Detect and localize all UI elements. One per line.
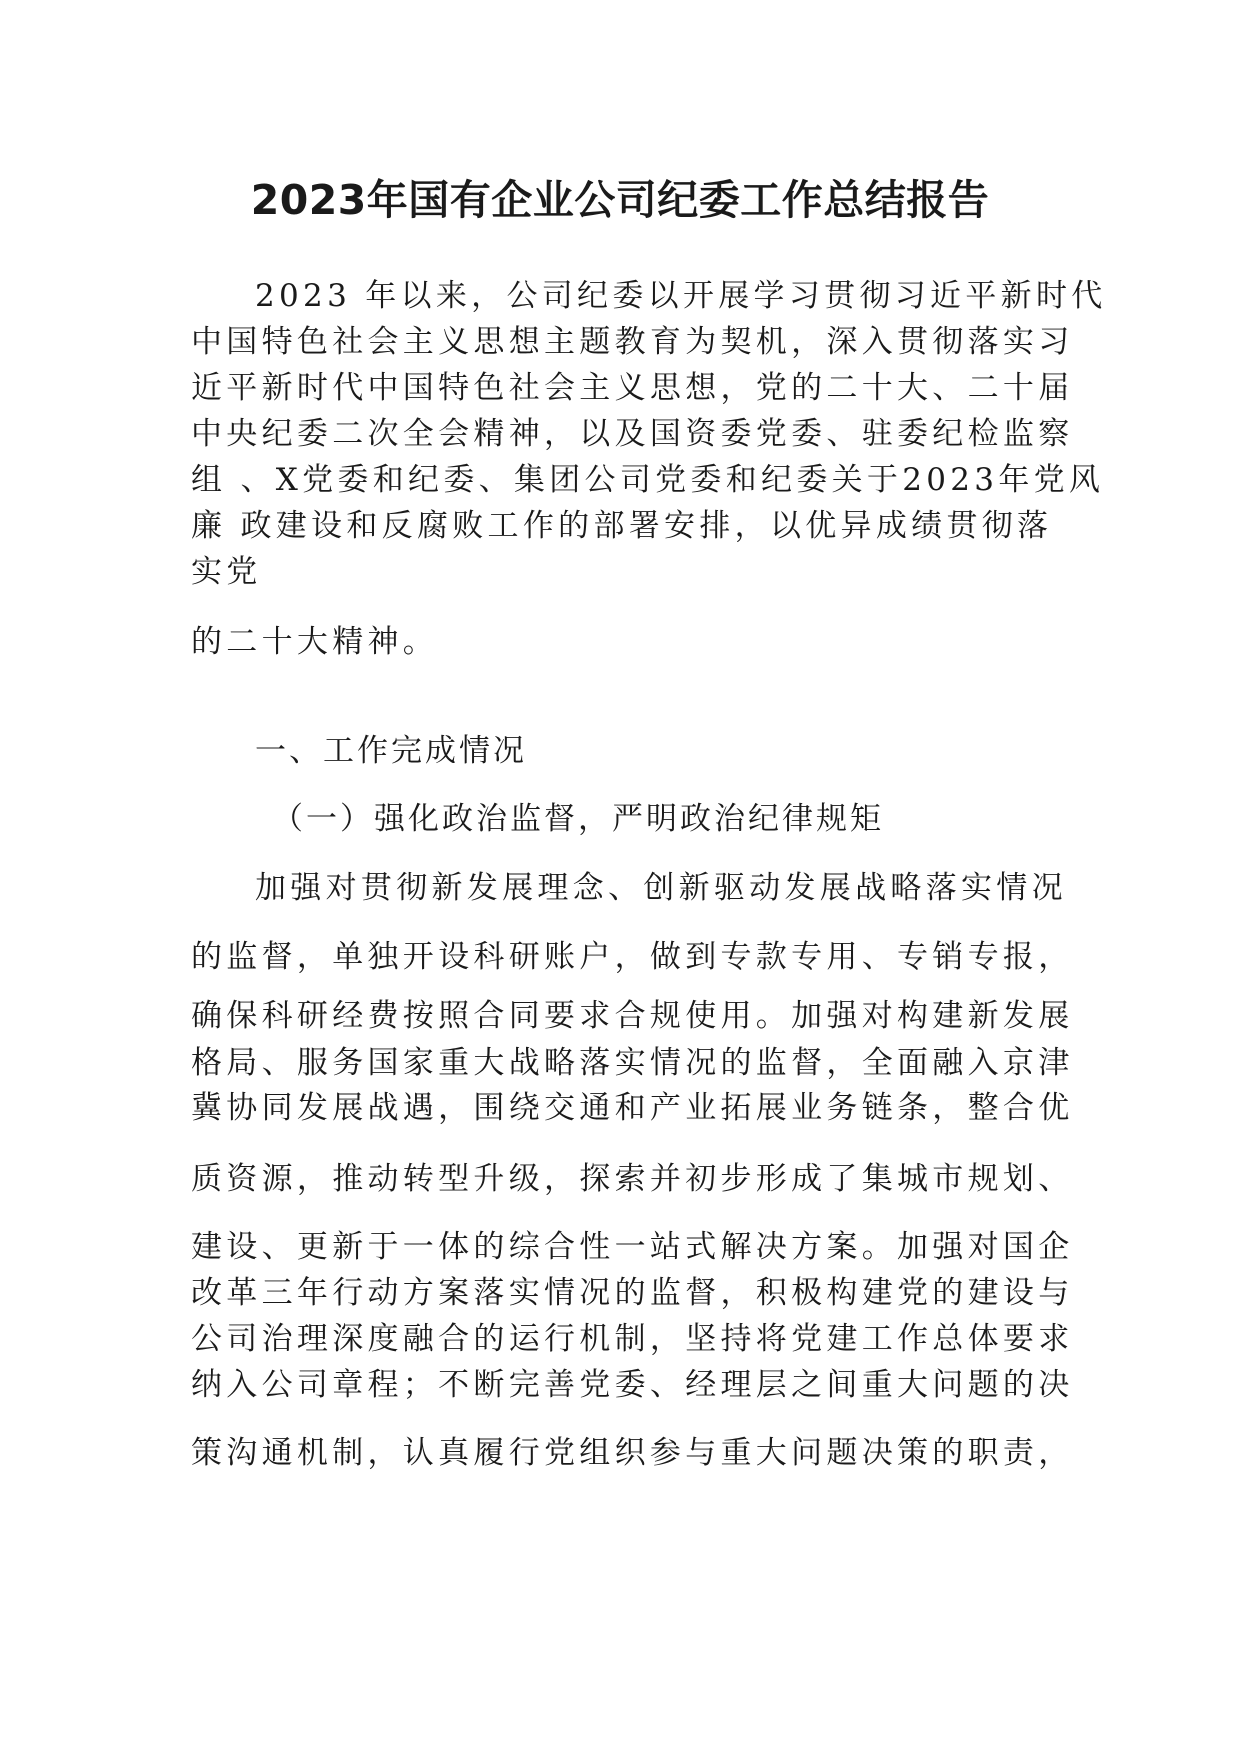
body-line: 质资源，推动转型升级，探索并初步形成了集城市规划、 bbox=[191, 1161, 1074, 1197]
body-line: 建设、更新于一体的综合性一站式解决方案。加强对国企 bbox=[191, 1229, 1074, 1265]
body-line: 纳入公司章程；不断完善党委、经理层之间重大问题的决 bbox=[191, 1367, 1074, 1403]
intro-line: 廉 政建设和反腐败工作的部署安排，以优异成绩贯彻落 bbox=[191, 508, 1053, 544]
body-line: 策沟通机制，认真履行党组织参与重大问题决策的职责， bbox=[191, 1435, 1074, 1471]
intro-line: 实党 bbox=[191, 554, 262, 590]
intro-line: 组 、X党委和纪委、集团公司党委和纪委关于2023年党风 bbox=[191, 462, 1105, 498]
intro-line: 近平新时代中国特色社会主义思想，党的二十大、二十届 bbox=[191, 370, 1074, 406]
subsection-heading: （一）强化政治监督，严明政治纪律规矩 bbox=[272, 801, 884, 837]
body-line: 改革三年行动方案落实情况的监督，积极构建党的建设与 bbox=[191, 1275, 1074, 1311]
intro-line: 2023 年以来，公司纪委以开展学习贯彻习近平新时代 bbox=[255, 278, 1107, 314]
body-line: 格局、服务国家重大战略落实情况的监督，全面融入京津 bbox=[191, 1045, 1074, 1081]
body-line: 冀协同发展战遇，围绕交通和产业拓展业务链条，整合优 bbox=[191, 1090, 1074, 1126]
section-heading: 一、工作完成情况 bbox=[255, 733, 527, 769]
document-title: 2023年国有企业公司纪委工作总结报告 bbox=[250, 176, 990, 224]
body-line: 确保科研经费按照合同要求合规使用。加强对构建新发展 bbox=[191, 998, 1074, 1034]
body-line: 的监督，单独开设科研账户，做到专款专用、专销专报， bbox=[191, 939, 1074, 975]
intro-line: 中国特色社会主义思想主题教育为契机，深入贯彻落实习 bbox=[191, 324, 1074, 360]
body-line: 公司治理深度融合的运行机制，坚持将党建工作总体要求 bbox=[191, 1321, 1074, 1357]
body-line: 加强对贯彻新发展理念、创新驱动发展战略落实情况 bbox=[255, 870, 1067, 906]
intro-line: 中央纪委二次全会精神，以及国资委党委、驻委纪检监察 bbox=[191, 416, 1074, 452]
intro-line: 的二十大精神。 bbox=[191, 624, 439, 660]
